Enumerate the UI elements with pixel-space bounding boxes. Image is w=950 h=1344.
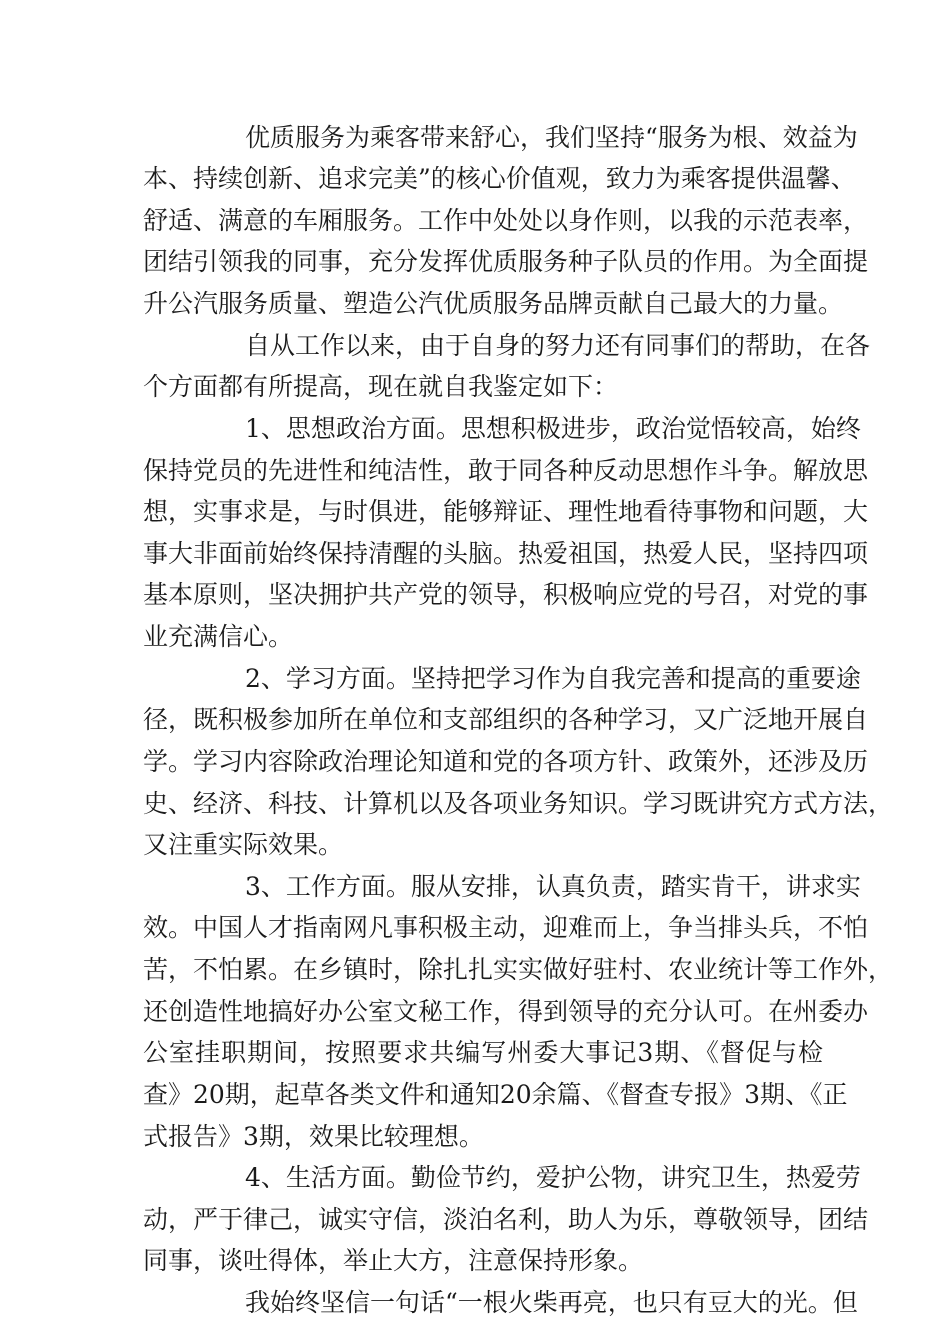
text-line: 3、工作方面。服从安排，认真负责，踏实肯干，讲求实 — [245, 872, 861, 901]
text-line: 径，既积极参加所在单位和支部组织的各种学习，又广泛地开展自 — [143, 705, 869, 734]
text-line: 舒适、满意的车厢服务。工作中处处以身作则，以我的示范表率， — [143, 206, 869, 235]
text-line: 效。中国人才指南网凡事积极主动，迎难而上，争当排头兵，不怕 — [143, 913, 869, 942]
text-line: 2、学习方面。坚持把学习作为自我完善和提高的重要途 — [245, 664, 861, 693]
text-line: 我始终坚信一句话“一根火柴再亮，也只有豆大的光。但 — [245, 1288, 858, 1317]
text-line: 苦，不怕累。在乡镇时，除扎扎实实做好驻村、农业统计等工作外， — [143, 955, 894, 984]
text-line: 式报告》3期，效果比较理想。 — [143, 1122, 484, 1151]
text-line: 个方面都有所提高，现在就自我鉴定如下： — [143, 372, 619, 401]
text-line: 同事，谈吐得体，举止大方，注意保持形象。 — [143, 1246, 644, 1275]
text-line: 1、思想政治方面。思想积极进步，政治觉悟较高，始终 — [245, 414, 861, 443]
text-line: 还创造性地搞好办公室文秘工作，得到领导的充分认可。在州委办 — [143, 997, 869, 1026]
text-line: 动，严于律己，诚实守信，淡泊名利，助人为乐，尊敬领导，团结 — [143, 1205, 869, 1234]
text-line: 升公汽服务质量、塑造公汽优质服务品牌贡献自己最大的力量。 — [143, 289, 844, 318]
text-line: 查》20期，起草各类文件和通知20余篇、《督查专报》3期、《正 — [143, 1080, 848, 1109]
text-line: 基本原则，坚决拥护共产党的领导，积极响应党的号召，对党的事 — [143, 580, 869, 609]
text-line: 学。学习内容除政治理论知道和党的各项方针、政策外，还涉及历 — [143, 747, 869, 776]
text-line: 自从工作以来，由于自身的努力还有同事们的帮助，在各 — [245, 331, 871, 360]
text-line: 4、生活方面。勤俭节约，爱护公物，讲究卫生，热爱劳 — [245, 1163, 861, 1192]
text-line: 保持党员的先进性和纯洁性，敢于同各种反动思想作斗争。解放思 — [143, 456, 869, 485]
text-line: 事大非面前始终保持清醒的头脑。热爱祖国，热爱人民，坚持四项 — [143, 539, 869, 568]
text-line: 优质服务为乘客带来舒心，我们坚持“服务为根、效益为 — [245, 123, 858, 152]
text-line: 想，实事求是，与时俱进，能够辩证、理性地看待事物和问题，大 — [143, 497, 869, 526]
text-line: 团结引领我的同事，充分发挥优质服务种子队员的作用。为全面提 — [143, 247, 869, 276]
text-line: 业充满信心。 — [143, 622, 294, 651]
text-line: 本、持续创新、追求完美”的核心价值观，致力为乘客提供温馨、 — [143, 164, 856, 193]
text-line: 史、经济、科技、计算机以及各项业务知识。学习既讲究方式方法， — [143, 789, 894, 818]
text-line: 又注重实际效果。 — [143, 830, 344, 859]
text-line: 公室挂职期间，按照要求共编写州委大事记3期、《督促与检 — [143, 1038, 823, 1067]
